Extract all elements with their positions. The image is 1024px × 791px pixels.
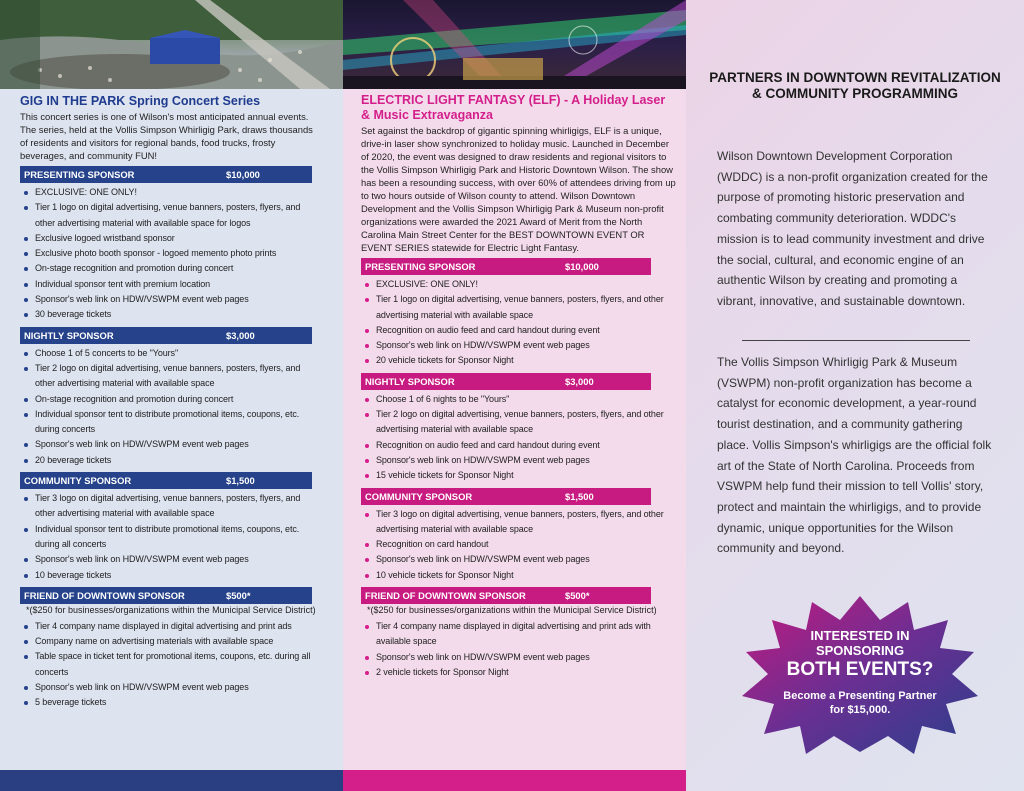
- tier-amount: $500*: [226, 589, 251, 601]
- benefit-item: Tier 1 logo on digital advertising, venue banners, posters, flyers, and other advertising material with available space for logos: [20, 200, 320, 231]
- benefit-item: Recognition on audio feed and card handout during event: [361, 323, 676, 338]
- tier-header: [20, 472, 312, 489]
- benefit-item: Exclusive photo booth sponsor - logoed memento photo prints: [20, 246, 320, 261]
- tier-note: *($250 for businesses/organizations within the Municipal Service District): [367, 605, 657, 616]
- tier-benefits-list: [361, 392, 676, 484]
- burst-line3: BOTH EVENTS?: [786, 659, 934, 680]
- benefit-item: Individual sponsor tent to distribute promotional items, coupons, etc. during concerts: [20, 407, 320, 438]
- tier-amount: $1,500: [226, 475, 255, 487]
- tier-header: [20, 587, 312, 604]
- burst-line1: INTERESTED IN: [810, 628, 910, 643]
- tier-name: FRIEND OF DOWNTOWN SPONSOR: [24, 589, 185, 601]
- benefit-item: Company name on advertising materials with available space: [20, 634, 320, 649]
- bottom-bar-magenta: [343, 770, 686, 791]
- tier-benefits-list: [361, 277, 676, 369]
- tier-header: [361, 258, 651, 275]
- concert-photo-art: [0, 0, 343, 89]
- benefit-item: Tier 2 logo on digital advertising, venue banners, posters, flyers, and other advertising material with available space: [20, 361, 320, 392]
- elf-tiers: [361, 258, 676, 680]
- wddc-paragraph: Wilson Downtown Development Corporation (WDDC) is a non-profit organization created for the purpose of promoting historic preservation and combating community deterioration. WDDC's mission is to lead community investment and drive the social, cultural, and economic engine of an authentic Wilson by creating and promoting a vibrant, innovative, and sustainable downtown.: [717, 149, 988, 308]
- concert-photo: [0, 0, 343, 89]
- tier-header: [20, 166, 312, 183]
- benefit-item: 10 vehicle tickets for Sponsor Night: [361, 568, 676, 583]
- elf-panel: [343, 0, 686, 791]
- tier-header: [361, 373, 651, 390]
- benefit-item: 15 vehicle tickets for Sponsor Night: [361, 468, 676, 483]
- tier-note: *($250 for businesses/organizations within the Municipal Service District): [26, 604, 316, 615]
- partners-heading: PARTNERS IN DOWNTOWN REVITALIZATION & COMMUNITY PROGRAMMING: [709, 70, 1001, 101]
- tier-amount: $1,500: [565, 490, 594, 502]
- benefit-item: Individual sponsor tent to distribute promotional items, coupons, etc. during all concerts: [20, 522, 320, 553]
- benefit-item: Sponsor's web link on HDW/VSWPM event web pages: [20, 292, 320, 307]
- elf-intro: Set against the backdrop of gigantic spinning whirligigs, ELF is a unique, drive-in laser show synchronized to holiday music. Launched in December of 2020, the event was designed to draw residents and regional visitors to the Vollis Simpson Whirligig Park and Historic Downtown Wilson. The show has been a resounding success, with over 60% of attendees driving from up to two hours outside of Wilson county to attend. Wilson Downtown Development and the Vollis Simpson Whirligig Park & Museum non-profit organizations were awarded the 2021 Award of Merit from the North Carolina Main Street Center for the BEST DOWNTOWN EVENT OR EVENT SERIES statewide for Electric Light Fantasy.: [361, 125, 676, 253]
- benefit-item: Tier 4 company name displayed in digital advertising and print ads with available space: [361, 619, 676, 650]
- benefit-item: 30 beverage tickets: [20, 307, 320, 322]
- laser-show-photo: [343, 0, 686, 89]
- tier-name: NIGHTLY SPONSOR: [365, 375, 455, 387]
- benefit-item: Tier 3 logo on digital advertising, venue banners, posters, flyers, and other advertising material with available space: [20, 491, 320, 522]
- tier-amount: $10,000: [565, 261, 599, 272]
- partners-panel: [686, 0, 1024, 791]
- tier-header: [20, 327, 312, 344]
- tier-name: PRESENTING SPONSOR: [365, 261, 476, 272]
- benefit-item: Sponsor's web link on HDW/VSWPM event web pages: [20, 437, 320, 452]
- tier-amount: $3,000: [226, 329, 255, 341]
- burst-line4: Become a Presenting Partner: [783, 690, 937, 702]
- benefit-item: Tier 1 logo on digital advertising, venue banners, posters, flyers, and other advertising material with available space: [361, 292, 676, 323]
- benefit-item: Sponsor's web link on HDW/VSWPM event web pages: [361, 453, 676, 468]
- tier-benefits-list: [20, 491, 320, 583]
- tier-name: NIGHTLY SPONSOR: [24, 329, 114, 341]
- benefit-item: Tier 3 logo on digital advertising, venue banners, posters, flyers, and other advertising material with available space: [361, 507, 676, 538]
- concert-tiers: [20, 166, 320, 711]
- tier-benefits-list: [20, 185, 320, 323]
- benefit-item: 20 vehicle tickets for Sponsor Night: [361, 353, 676, 368]
- concert-series-intro: This concert series is one of Wilson's most anticipated annual events. The series, held at the Vollis Simpson Whirligig Park, draws thousands of residents and visitors for regional bands, food trucks, frosty beverages, and community FUN!: [20, 111, 313, 161]
- benefit-item: 5 beverage tickets: [20, 695, 320, 710]
- tier-name: PRESENTING SPONSOR: [24, 169, 135, 180]
- tier-header: [361, 587, 651, 604]
- tier-benefits-list: [361, 507, 676, 583]
- benefit-item: Table space in ticket tent for promotional items, coupons, etc. during all concerts: [20, 649, 320, 680]
- benefit-item: Exclusive logoed wristband sponsor: [20, 231, 320, 246]
- benefit-item: 2 vehicle tickets for Sponsor Night: [361, 665, 676, 680]
- benefit-item: Sponsor's web link on HDW/VSWPM event web pages: [361, 650, 676, 665]
- benefit-item: Choose 1 of 6 nights to be "Yours": [361, 392, 676, 407]
- benefit-item: EXCLUSIVE: ONE ONLY!: [361, 277, 676, 292]
- tier-name: COMMUNITY SPONSOR: [24, 475, 132, 487]
- vswpm-paragraph: The Vollis Simpson Whirligig Park & Museum (VSWPM) non-profit organization has become a catalyst for economic development, a year-round tourist destination, and a community gathering place. Vollis Simpson's whirligigs are the official folk art of the State of North Carolina. Proceeds from VSWPM help fund their mission to tell Vollis' story, protect and maintain the whirligigs, and to provide dynamic, unique opportunities for the Wilson community and beyond.: [717, 355, 992, 556]
- tier-amount: $3,000: [565, 375, 594, 387]
- benefit-item: EXCLUSIVE: ONE ONLY!: [20, 185, 320, 200]
- benefit-item: Choose 1 of 5 concerts to be "Yours": [20, 346, 320, 361]
- benefit-item: On-stage recognition and promotion during concert: [20, 392, 320, 407]
- benefit-item: 20 beverage tickets: [20, 453, 320, 468]
- benefit-item: Tier 2 logo on digital advertising, venue banners, posters, flyers, and other advertising material with available space: [361, 407, 676, 438]
- tier-amount: $10,000: [226, 169, 260, 180]
- benefit-item: Sponsor's web link on HDW/VSWPM event web pages: [361, 338, 676, 353]
- tier-benefits-list: [20, 619, 320, 711]
- benefit-item: On-stage recognition and promotion during concert: [20, 261, 320, 276]
- bottom-bar-navy: [0, 770, 343, 791]
- tier-header: [361, 488, 651, 505]
- benefit-item: Tier 4 company name displayed in digital advertising and print ads: [20, 619, 320, 634]
- benefit-item: Individual sponsor tent with premium location: [20, 277, 320, 292]
- benefit-item: Sponsor's web link on HDW/VSWPM event web pages: [20, 552, 320, 567]
- benefit-item: Sponsor's web link on HDW/VSWPM event web pages: [20, 680, 320, 695]
- tier-name: FRIEND OF DOWNTOWN SPONSOR: [365, 590, 526, 602]
- tier-amount: $500*: [565, 590, 590, 602]
- tier-benefits-list: [361, 619, 676, 680]
- concert-series-panel: [0, 0, 343, 791]
- burst-line2: SPONSORING: [815, 643, 905, 658]
- tier-name: COMMUNITY SPONSOR: [365, 490, 473, 502]
- benefit-item: Recognition on card handout: [361, 537, 676, 552]
- benefit-item: Recognition on audio feed and card handout during event: [361, 438, 676, 453]
- benefit-item: 10 beverage tickets: [20, 568, 320, 583]
- section-divider: [742, 340, 970, 341]
- elf-title: ELECTRIC LIGHT FANTASY (ELF) - A Holiday Laser & Music Extravaganza: [361, 93, 666, 122]
- benefit-item: Sponsor's web link on HDW/VSWPM event web pages: [361, 552, 676, 567]
- laser-show-art: [343, 0, 686, 89]
- burst-line5: for $15,000.: [829, 704, 891, 716]
- concert-series-title: GIG IN THE PARK Spring Concert Series: [20, 94, 261, 108]
- tier-benefits-list: [20, 346, 320, 468]
